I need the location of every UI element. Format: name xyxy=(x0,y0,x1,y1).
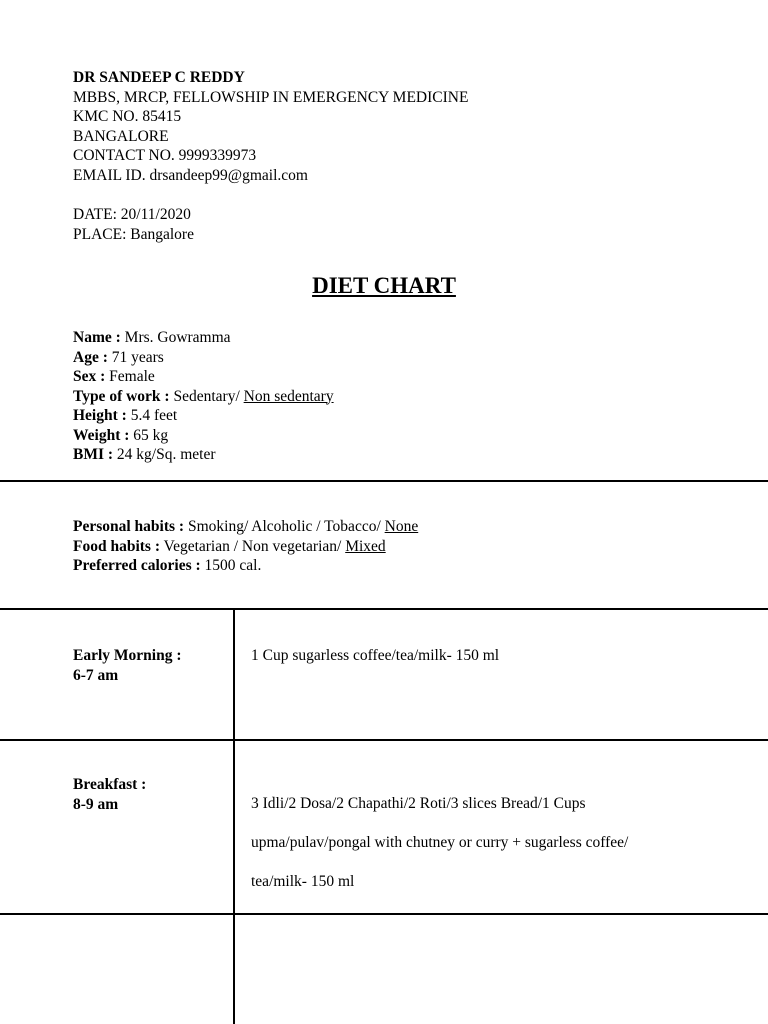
meal-early-morning-items xyxy=(251,646,499,666)
personal-habits-selected: None xyxy=(384,518,419,535)
food-habits-selected: Mixed xyxy=(345,537,386,555)
patient-bmi-label: BMI : xyxy=(73,446,114,463)
meal-item-line: upma/pulav/pongal with chutney or curry + sugarless coffee/ xyxy=(251,834,629,851)
doctor-email: EMAIL ID. drsandeep99@gmail.com xyxy=(73,166,308,184)
food-habits-options: Vegetarian / Non vegetarian/ xyxy=(160,537,346,555)
patient-weight-row xyxy=(73,426,334,446)
personal-habits-row xyxy=(73,517,418,537)
patient-weight-label: Weight : xyxy=(73,426,130,444)
date-line: DATE: 20/11/2020 xyxy=(73,206,191,223)
personal-habits-label: Personal habits : xyxy=(73,518,185,535)
date-place-block xyxy=(73,205,194,244)
patient-sex-value: Female xyxy=(105,368,155,385)
preferred-calories-row xyxy=(73,556,418,576)
patient-name-label: Name : xyxy=(73,329,121,346)
table-row-divider xyxy=(0,913,768,915)
patient-work-options: Sedentary/ xyxy=(169,387,244,405)
patient-height-value: 5.4 feet xyxy=(126,407,178,424)
patient-sex-row xyxy=(73,367,334,387)
preferred-calories-label: Preferred calories : xyxy=(73,557,201,574)
meal-time: 8-9 am xyxy=(73,795,119,813)
meal-item-line: 1 Cup sugarless coffee/tea/milk- 150 ml xyxy=(251,647,500,664)
patient-name-value: Mrs. Gowramma xyxy=(120,329,231,346)
patient-bmi-row xyxy=(73,445,334,465)
doctor-qualifications: MBBS, MRCP, FELLOWSHIP IN EMERGENCY MEDICINE xyxy=(73,88,469,106)
patient-age-label: Age : xyxy=(73,348,108,366)
doctor-kmc-number: KMC NO. 85415 xyxy=(73,108,182,125)
patient-name-row xyxy=(73,328,334,348)
patient-work-row xyxy=(73,387,334,407)
personal-habits-options: Smoking/ Alcoholic / Tobacco/ xyxy=(184,518,385,535)
meal-time: 6-7 am xyxy=(73,666,119,684)
meal-item-line: 3 Idli/2 Dosa/2 Chapathi/2 Roti/3 slices Bread/1 Cups xyxy=(251,795,586,812)
patient-details xyxy=(73,328,334,465)
food-habits-row xyxy=(73,537,418,557)
meal-breakfast-items xyxy=(251,794,628,911)
patient-height-label: Height : xyxy=(73,407,127,424)
doctor-name: DR SANDEEP C REDDY xyxy=(73,69,245,86)
meal-item-line: tea/milk- 150 ml xyxy=(251,873,355,890)
preferred-calories-value: 1500 cal. xyxy=(200,557,262,574)
patient-weight-value: 65 kg xyxy=(129,426,169,444)
page-title xyxy=(0,272,768,300)
divider-line xyxy=(0,480,768,482)
patient-bmi-value: 24 kg/Sq. meter xyxy=(113,446,216,463)
patient-work-selected: Non sedentary xyxy=(243,387,334,405)
patient-age-row xyxy=(73,348,334,368)
meal-name: Early Morning : xyxy=(73,647,182,664)
patient-age-value: 71 years xyxy=(107,348,164,366)
meal-breakfast-label xyxy=(73,775,146,814)
patient-sex-label: Sex : xyxy=(73,368,106,385)
table-row-divider xyxy=(0,739,768,741)
doctor-city: BANGALORE xyxy=(73,127,169,145)
meal-early-morning-label xyxy=(73,646,182,685)
table-top-border xyxy=(0,608,768,610)
habits-details xyxy=(73,517,418,576)
patient-work-label: Type of work : xyxy=(73,387,170,405)
doctor-contact: CONTACT NO. 9999339973 xyxy=(73,147,257,164)
place-line: PLACE: Bangalore xyxy=(73,225,194,243)
doctor-header xyxy=(73,68,468,185)
food-habits-label: Food habits : xyxy=(73,537,160,555)
table-column-divider xyxy=(233,609,235,1024)
patient-height-row xyxy=(73,406,334,426)
page-title-text: DIET CHART xyxy=(312,273,456,298)
meal-name: Breakfast : xyxy=(73,776,147,793)
